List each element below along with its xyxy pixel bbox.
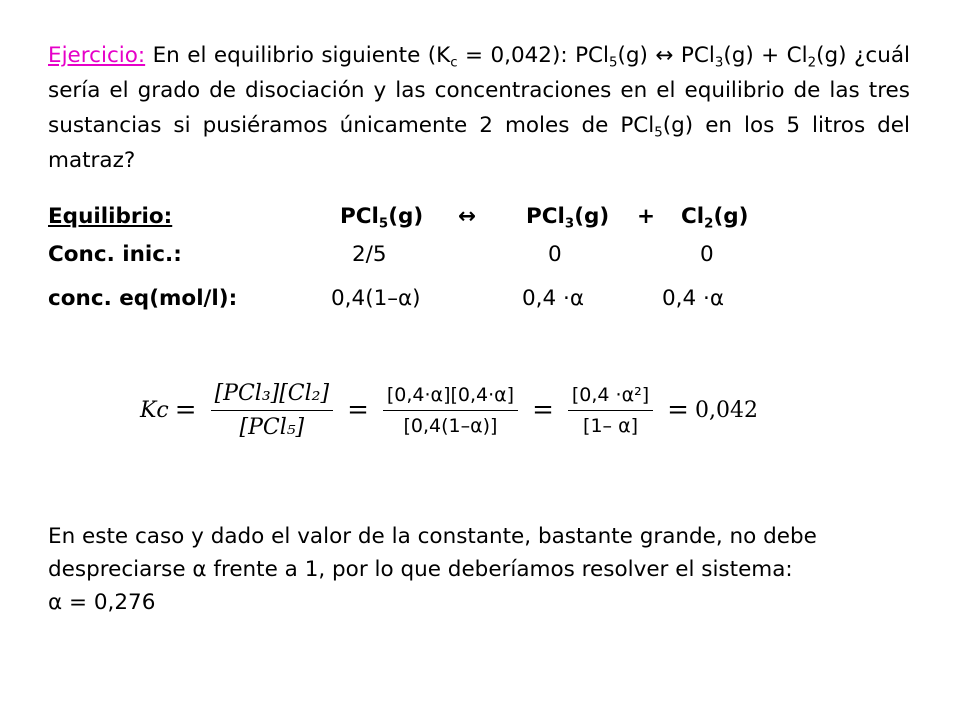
problem-statement [48, 38, 910, 178]
question-part2: (g) en los 5 litros del matraz? [48, 113, 910, 173]
equals-sign: = [667, 395, 689, 425]
row-eq-label: conc. eq(mol/l): [48, 286, 238, 311]
row-equilibrium-product1: PCl$_3$(g) [526, 204, 610, 232]
exercise-label: Ejercicio: [48, 43, 146, 68]
row-equilibrium-arrow: ↔ [458, 204, 477, 229]
equals-sign: = [174, 395, 197, 425]
conclusion-result: α = 0,276 [48, 590, 156, 615]
row-equilibrium-plus: + [637, 204, 656, 229]
question-subscript: 5 [654, 125, 663, 141]
problem-intro: En el equilibrio siguiente (K [152, 43, 451, 68]
row-initial-label: Conc. inic.: [48, 242, 182, 267]
fraction-concentrations [211, 381, 334, 440]
fraction-substituted [383, 384, 518, 437]
reactant-formula: PCl [575, 43, 610, 68]
conclusion [48, 520, 910, 619]
kc-symbol: Kc [140, 397, 169, 423]
row-equilibrium-reactant: PCl$_5$(g) [340, 204, 424, 232]
equilibrium-arrow: ↔ [655, 43, 674, 68]
product1-state: (g) + Cl [723, 43, 808, 68]
product2-subscript: 2 [807, 55, 817, 71]
kc-formula [140, 365, 840, 455]
product1-formula: PCl [680, 43, 715, 68]
equals-sign: = [347, 395, 369, 425]
row-equilibrium-product2: $Cl_2(g)$ [681, 204, 749, 232]
fraction2-numerator: [0,4·α][0,4·α] [383, 384, 518, 411]
row-equilibrium-label: Equilibrio: [48, 204, 173, 229]
question-part1: ¿cuál sería el grado de disociación y las concentraciones en el equilibrio de las tres sustancias si pusiéramos únicamente 2 moles de PCl [48, 43, 911, 138]
row-eq-v1: 0,4(1–α) [331, 286, 421, 311]
fraction3-denominator: [1– α] [583, 414, 639, 437]
fraction-simplified [568, 384, 653, 437]
kc-value: = 0,042): [457, 43, 568, 68]
fraction3-numerator: [0,4 ·α²] [568, 384, 653, 411]
row-initial-v2: 0 [548, 242, 562, 267]
fraction1-denominator: [PCl₅] [239, 414, 305, 440]
row-eq-v2: 0,4 ·α [522, 286, 585, 311]
fraction1-numerator: [PCl₃][Cl₂] [211, 381, 334, 411]
reactant-subscript: 5 [609, 55, 618, 71]
row-initial-v1: 2/5 [352, 242, 387, 267]
reactant-state: (g) [617, 43, 648, 68]
equals-sign: = [532, 395, 554, 425]
row-initial-v3: 0 [700, 242, 714, 267]
kc-result: 0,042 [694, 397, 758, 423]
conclusion-line1: En este caso y dado el valor de la constante, bastante grande, no debe [48, 524, 817, 549]
row-eq-v3: 0,4 ·α [662, 286, 725, 311]
product1-subscript: 3 [714, 55, 724, 71]
kc-subscript: c [450, 55, 458, 71]
product2-state: (g) [816, 43, 847, 68]
conclusion-line2: despreciarse α frente a 1, por lo que deberíamos resolver el sistema: [48, 557, 793, 582]
fraction2-denominator: [0,4(1–α)] [403, 414, 498, 437]
